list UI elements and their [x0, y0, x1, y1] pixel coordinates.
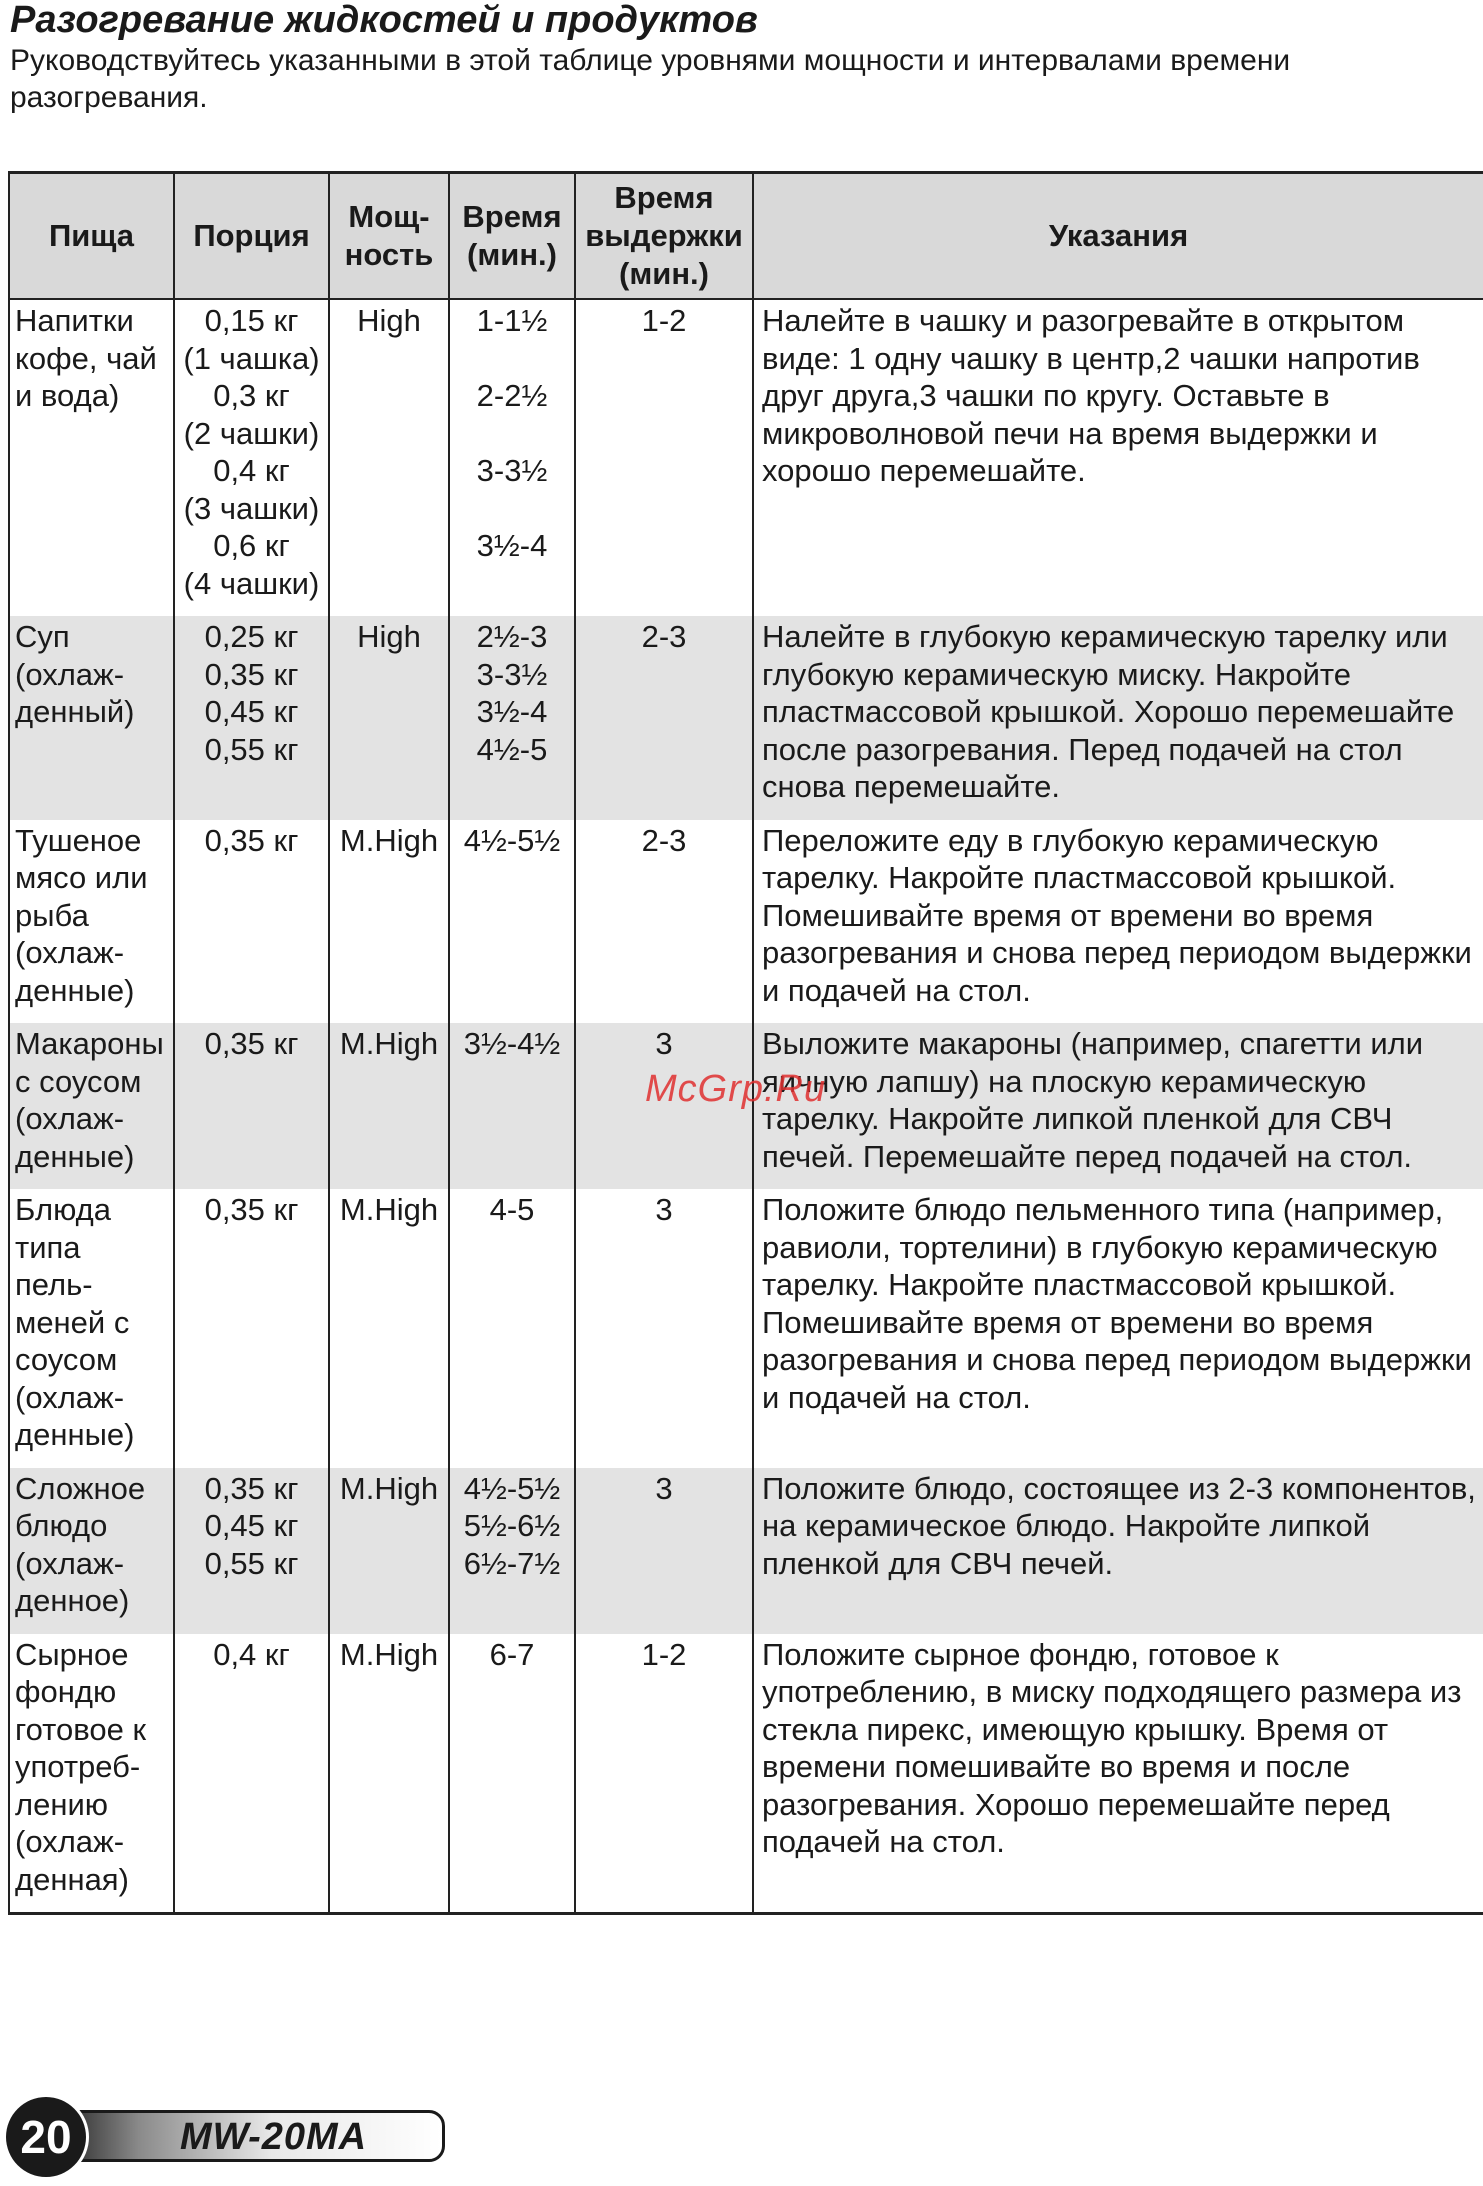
- portion-cell: 0,35 кг: [174, 1189, 329, 1468]
- page-number-badge: 20: [6, 2097, 86, 2177]
- food-cell: Сырное фондю готовое к употреб- лению (охлаж- денная): [9, 1634, 174, 1914]
- food-cell: Напитки кофе, чай и вода): [9, 299, 174, 616]
- time-cell: 1-1½ 2-2½ 3-3½ 3½-4: [449, 299, 575, 616]
- standing-cell: 3: [575, 1468, 753, 1634]
- power-cell: High: [329, 299, 449, 616]
- portion-cell: 0,25 кг 0,35 кг 0,45 кг 0,55 кг: [174, 616, 329, 820]
- header-notes: Указания: [753, 173, 1483, 300]
- standing-cell: 3: [575, 1189, 753, 1468]
- table-row: [9, 616, 1483, 820]
- header-power: Мощ- ность: [329, 173, 449, 300]
- food-cell: Блюда типа пель- меней с соусом (охлаж- денные): [9, 1189, 174, 1468]
- power-cell: M.High: [329, 1023, 449, 1189]
- standing-cell: 1-2: [575, 299, 753, 616]
- standing-cell: 1-2: [575, 1634, 753, 1914]
- food-cell: Тушеное мясо или рыба (охлаж- денные): [9, 820, 174, 1024]
- notes-cell: Положите блюдо пельменного типа (например, равиоли, тортелини) в глубокую керамическую тарелку. Накройте пластмассовой крышкой. Помешивайте время от времени во время разогревания и снова перед периодом выдержки и подачей на стол.: [753, 1189, 1483, 1468]
- header-food: Пища: [9, 173, 174, 300]
- portion-cell: 0,4 кг: [174, 1634, 329, 1914]
- notes-cell: Положите сырное фондю, готовое к употреблению, в миску подходящего размера из стекла пирекс, имеющую крышку. Время от времени помешивайте во время и после разогревания. Хорошо перемешайте перед подачей на стол.: [753, 1634, 1483, 1914]
- power-cell: High: [329, 616, 449, 820]
- standing-cell: 2-3: [575, 616, 753, 820]
- table-row: [9, 1189, 1483, 1468]
- portion-cell: 0,35 кг: [174, 1023, 329, 1189]
- time-cell: 4½-5½ 5½-6½ 6½-7½: [449, 1468, 575, 1634]
- reheating-table: [8, 171, 1483, 1915]
- table-row: [9, 820, 1483, 1024]
- table-row: [9, 299, 1483, 616]
- notes-cell: Налейте в глубокую керамическую тарелку или глубокую керамическую миску. Накройте пластмассовой крышкой. Хорошо перемешайте после разогревания. Перед подачей на стол снова перемешайте.: [753, 616, 1483, 820]
- header-portion: Порция: [174, 173, 329, 300]
- time-cell: 3½-4½: [449, 1023, 575, 1189]
- notes-cell: Переложите еду в глубокую керамическую тарелку. Накройте пластмассовой крышкой. Помешивайте время от времени во время разогревания и снова перед периодом выдержки и подачей на стол.: [753, 820, 1483, 1024]
- intro-text: Руководствуйтесь указанными в этой таблице уровнями мощности и интервалами времени разогревания.: [10, 44, 1291, 114]
- food-cell: Суп (охлаж- денный): [9, 616, 174, 820]
- watermark: McGrp.Ru: [645, 1068, 827, 1110]
- header-time: Время (мин.): [449, 173, 575, 300]
- notes-cell: Выложите макароны (например, спагетти или яичную лапшу) на плоскую керамическую тарелку. Накройте липкой пленкой для СВЧ печей. Перемешайте перед подачей на стол.: [753, 1023, 1483, 1189]
- standing-cell: 2-3: [575, 820, 753, 1024]
- power-cell: M.High: [329, 1189, 449, 1468]
- power-cell: M.High: [329, 1468, 449, 1634]
- time-cell: 6-7: [449, 1634, 575, 1914]
- table-row: [9, 1634, 1483, 1914]
- power-cell: M.High: [329, 820, 449, 1024]
- header-standing-time: Время выдержки (мин.): [575, 173, 753, 300]
- power-cell: M.High: [329, 1634, 449, 1914]
- portion-cell: 0,15 кг (1 чашка) 0,3 кг (2 чашки) 0,4 кг (3 чашки) 0,6 кг (4 чашки): [174, 299, 329, 616]
- table-row: [9, 1468, 1483, 1634]
- notes-cell: Положите блюдо, состоящее из 2-3 компонентов, на керамическое блюдо. Накройте липкой пленкой для СВЧ печей.: [753, 1468, 1483, 1634]
- time-cell: 4-5: [449, 1189, 575, 1468]
- table-header-row: [9, 173, 1483, 300]
- time-cell: 4½-5½: [449, 820, 575, 1024]
- model-name: MW-20MA: [180, 2116, 368, 2158]
- page-title: Разогревание жидкостей и продуктов: [10, 0, 758, 41]
- notes-cell: Налейте в чашку и разогревайте в открытом виде: 1 одну чашку в центр,2 чашки напротив друг друга,3 чашки по кругу. Оставьте в микроволновой печи на время выдержки и хорошо перемешайте.: [753, 299, 1483, 616]
- food-cell: Сложное блюдо (охлаж- денное): [9, 1468, 174, 1634]
- food-cell: Макароны с соусом (охлаж- денные): [9, 1023, 174, 1189]
- portion-cell: 0,35 кг 0,45 кг 0,55 кг: [174, 1468, 329, 1634]
- time-cell: 2½-3 3-3½ 3½-4 4½-5: [449, 616, 575, 820]
- portion-cell: 0,35 кг: [174, 820, 329, 1024]
- standing-cell: 3: [575, 1023, 753, 1189]
